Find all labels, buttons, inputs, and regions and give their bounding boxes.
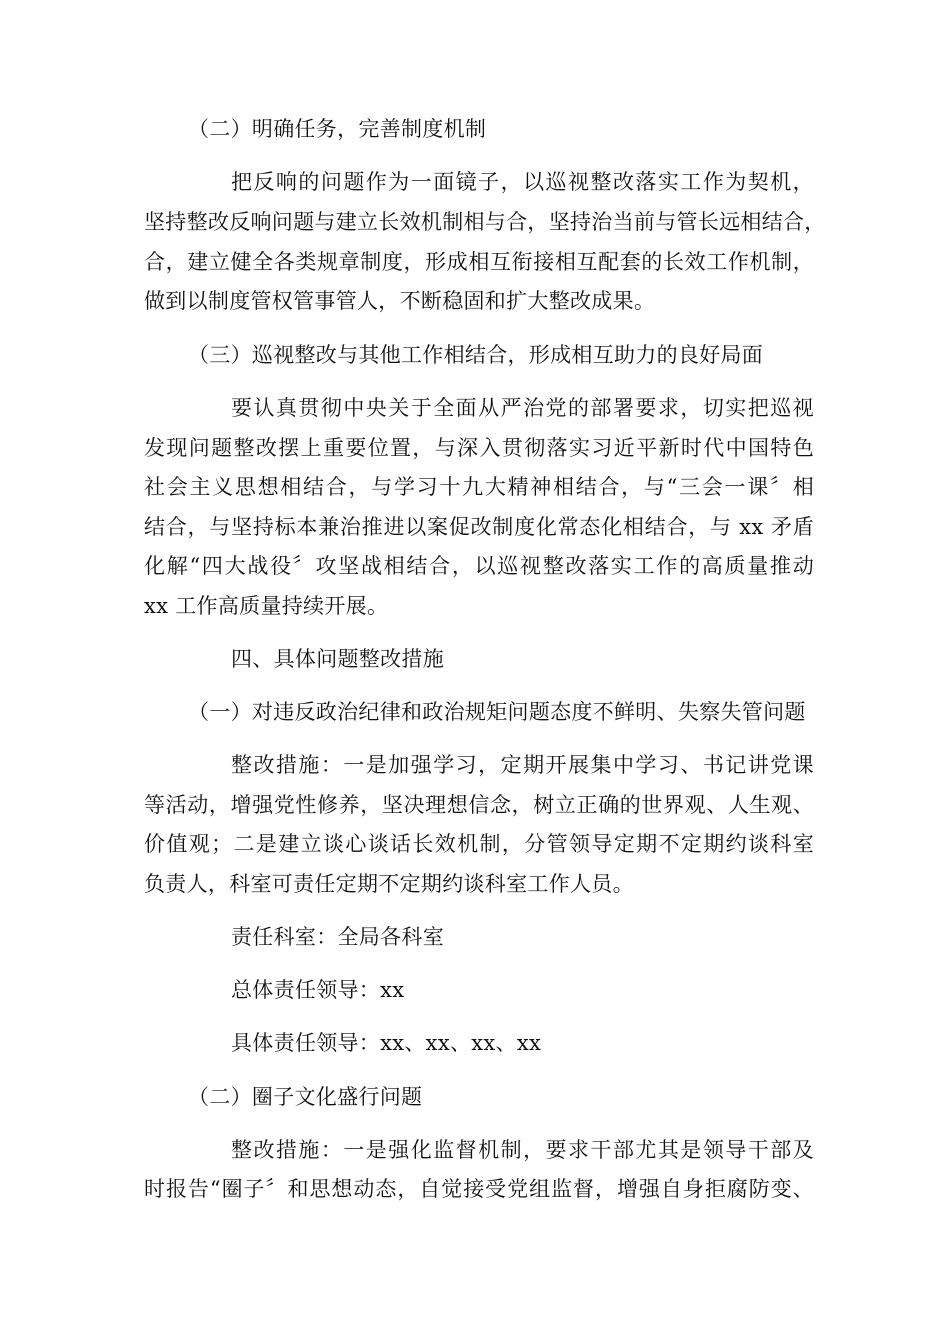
paragraph-line: 等活动，增强党性修养，坚决理想信念，树立正确的世界观、人生观、 — [144, 793, 814, 817]
paragraph-line: 合，建立健全各类规章制度，形成相互衔接相互配套的长效工作机制， — [144, 250, 814, 274]
section-heading-3: （三）巡视整改与其他工作相结合，形成相互助力的良好局面 — [188, 343, 764, 367]
paragraph-line: 整改措施：一是加强学习，定期开展集中学习、书记讲党课 — [231, 753, 814, 777]
problem-heading-2: （二）圈子文化盛行问题 — [188, 1085, 423, 1109]
paragraph-line: 负责人，科室可责任定期不定期约谈科室工作人员。 — [144, 872, 634, 896]
paragraph-line: 化解“四大战役〞攻坚战相结合，以巡视整改落实工作的高质量推动 — [144, 554, 814, 578]
paragraph-line: xx 工作高质量持续开展。 — [144, 594, 389, 618]
responsible-department: 责任科室：全局各科室 — [231, 925, 444, 949]
paragraph-line: 把反响的问题作为一面镜子，以巡视整改落实工作为契机， — [231, 170, 814, 194]
paragraph-line: 结合，与坚持标本兼治推进以案促改制度化常态化相结合，与 xx 矛盾 — [144, 515, 814, 539]
paragraph-line: 价值观；二是建立谈心谈话长效机制，分管领导定期不定期约谈科室 — [144, 832, 814, 856]
paragraph-line: 发现问题整改摆上重要位置，与深入贯彻落实习近平新时代中国特色 — [144, 436, 814, 460]
specific-responsible-leaders: 具体责任领导：xx、xx、xx、xx — [231, 1031, 542, 1055]
problem-heading-1: （一）对违反政治纪律和政治规矩问题态度不鲜明、失察失管问题 — [188, 700, 806, 724]
overall-responsible-leader: 总体责任领导：xx — [231, 978, 405, 1002]
paragraph-line: 社会主义思想相结合，与学习十九大精神相结合，与“三会一课〞相 — [144, 475, 814, 499]
paragraph-line: 做到以制度管权管事管人，不断稳固和扩大整改成果。 — [144, 289, 656, 313]
paragraph-line: 整改措施：一是强化监督机制，要求干部尤其是领导干部及 — [231, 1138, 814, 1162]
paragraph-line: 坚持整改反响问题与建立长效机制相与合，坚持治当前与管长远相结合， — [144, 210, 826, 234]
paragraph-line: 要认真贯彻中央关于全面从严治党的部署要求，切实把巡视 — [231, 396, 814, 420]
paragraph-line: 时报告“圈子〞和思想动态，自觉接受党组监督，增强自身拒腐防变、 — [144, 1177, 814, 1201]
chapter-heading-4: 四、具体问题整改措施 — [231, 647, 444, 671]
section-heading-2: （二）明确任务，完善制度机制 — [188, 117, 487, 141]
